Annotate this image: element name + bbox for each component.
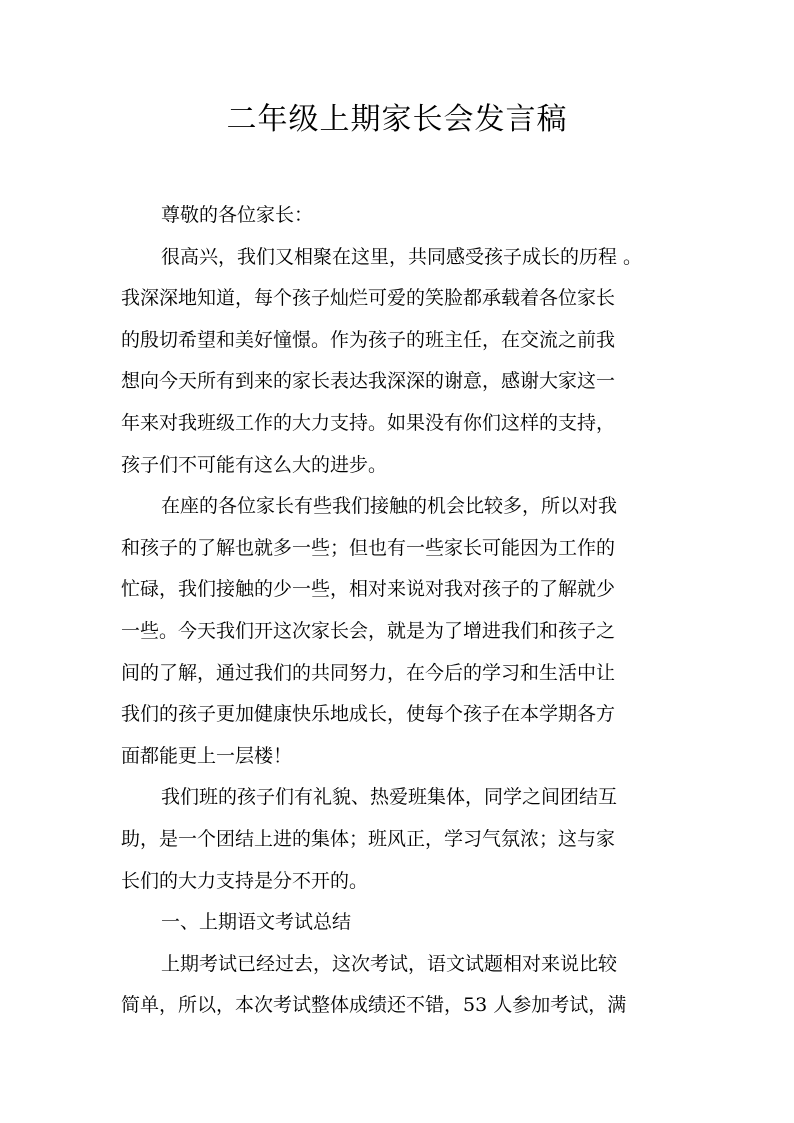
text-line: 很高兴，我们又相聚在这里，共同感受孩子成长的历程 。 — [161, 245, 643, 268]
document-title: 二年级上期家长会发言稿 — [226, 102, 568, 137]
text-line: 我深深地知道，每个孩子灿烂可爱的笑脸都承载着各位家长 — [121, 287, 616, 310]
text-line: 年来对我班级工作的大力支持。如果没有你们这样的支持， — [121, 411, 616, 434]
document-body — [121, 195, 677, 1027]
text-line: 间的了解，通过我们的共同努力，在今后的学习和生活中让 — [121, 661, 616, 684]
text-line: 上期考试已经过去，这次考试，语文试题相对来说比较 — [161, 952, 618, 975]
text-line: 面都能更上一层楼！ — [121, 744, 293, 767]
text-line: 长们的大力支持是分不开的。 — [121, 869, 369, 892]
text-line: 想向今天所有到来的家长表达我深深的谢意，感谢大家这一 — [121, 370, 616, 393]
text-line: 一些。今天我们开这次家长会，就是为了增进我们和孩子之 — [121, 619, 616, 642]
text-line: 助，是一个团结上进的集体；班风正，学习气氛浓；这与家 — [121, 827, 616, 850]
text-line: 一、上期语文考试总结 — [161, 911, 352, 934]
text-line: 简单，所以，本次考试整体成绩还不错，53 人参加考试，满 — [121, 994, 627, 1017]
text-line: 在座的各位家长有些我们接触的机会比较多，所以对我 — [161, 495, 618, 518]
text-line: 的殷切希望和美好憧憬。作为孩子的班主任，在交流之前我 — [121, 328, 616, 351]
text-line: 和孩子的了解也就多一些；但也有一些家长可能因为工作的 — [121, 536, 616, 559]
text-line: 孩子们不可能有这么大的进步。 — [121, 453, 388, 476]
text-line: 尊敬的各位家长： — [161, 204, 314, 226]
text-line: 我们班的孩子们有礼貌、热爱班集体，同学之间团结互 — [161, 786, 618, 809]
text-line: 我们的孩子更加健康快乐地成长，使每个孩子在本学期各方 — [121, 703, 616, 726]
text-line: 忙碌，我们接触的少一些，相对来说对我对孩子的了解就少 — [121, 578, 616, 601]
